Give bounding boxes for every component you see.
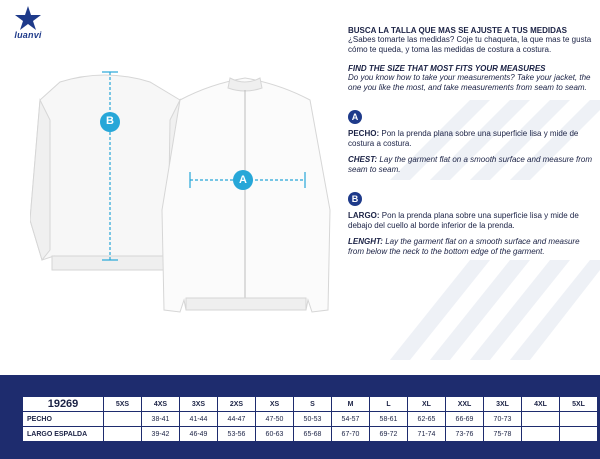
badge-b-icon: B bbox=[348, 192, 362, 206]
chest-label: CHEST: bbox=[348, 155, 378, 164]
jacket-front bbox=[162, 78, 330, 312]
size-col-header: M bbox=[332, 397, 370, 412]
size-col-header: XS bbox=[256, 397, 294, 412]
size-col-header: 3XL bbox=[484, 397, 522, 412]
size-cell: 47-50 bbox=[256, 412, 294, 427]
size-cell: 62-65 bbox=[408, 412, 446, 427]
size-row-pecho bbox=[23, 412, 598, 427]
jacket-illustration bbox=[30, 60, 350, 335]
intro-heading-es: BUSCA LA TALLA QUE MAS SE AJUSTE A TUS MEDIDAS bbox=[348, 26, 567, 35]
size-col-header: S bbox=[294, 397, 332, 412]
row-label: LARGO ESPALDA bbox=[23, 427, 104, 442]
intro-body-en: Do you know how to take your measurements? Take your jacket, the one you like the most, and take measurements from seam to seam. bbox=[348, 73, 591, 92]
size-cell: 70-73 bbox=[484, 412, 522, 427]
size-cell bbox=[104, 412, 142, 427]
chest-text: Lay the garment flat on a smooth surface and measure from seam to seam. bbox=[348, 155, 592, 174]
size-cell: 54-57 bbox=[332, 412, 370, 427]
size-cell bbox=[560, 412, 598, 427]
size-cell: 75-78 bbox=[484, 427, 522, 442]
size-cell: 60-63 bbox=[256, 427, 294, 442]
size-cell: 58-61 bbox=[370, 412, 408, 427]
pecho-text: Pon la prenda plana sobre una superficie lisa y mide de costura a costura. bbox=[348, 129, 579, 148]
size-cell: 39-42 bbox=[142, 427, 180, 442]
size-cell: 50-53 bbox=[294, 412, 332, 427]
size-cell: 73-76 bbox=[446, 427, 484, 442]
size-cell: 44-47 bbox=[218, 412, 256, 427]
size-header-row bbox=[23, 397, 598, 412]
size-col-header: 4XL bbox=[522, 397, 560, 412]
size-cell: 41-44 bbox=[180, 412, 218, 427]
size-col-header: 5XS bbox=[104, 397, 142, 412]
size-col-header: 2XS bbox=[218, 397, 256, 412]
reference-code: 19269 bbox=[23, 397, 104, 412]
size-cell: 53-56 bbox=[218, 427, 256, 442]
size-cell bbox=[522, 412, 560, 427]
size-cell bbox=[522, 427, 560, 442]
size-cell: 69-72 bbox=[370, 427, 408, 442]
size-cell: 46-49 bbox=[180, 427, 218, 442]
largo-label: LARGO: bbox=[348, 211, 380, 220]
largo-text: Pon la prenda plana sobre una superficie lisa y mide de debajo del cuello al borde inferior de la prenda. bbox=[348, 211, 579, 230]
size-cell bbox=[104, 427, 142, 442]
size-cell: 66-69 bbox=[446, 412, 484, 427]
pecho-label: PECHO: bbox=[348, 129, 380, 138]
row-label: PECHO bbox=[23, 412, 104, 427]
marker-b-label: B bbox=[106, 115, 114, 127]
intro-body-es: ¿Sabes tomarte las medidas? Coje tu chaqueta, la que mas te gusta cómo te queda, y toma las medidas de costura a costura. bbox=[348, 35, 592, 54]
marker-a-label: A bbox=[239, 174, 247, 186]
size-cell: 38-41 bbox=[142, 412, 180, 427]
instructions-panel bbox=[348, 26, 593, 266]
size-col-header: 5XL bbox=[560, 397, 598, 412]
size-row-largo-espalda bbox=[23, 427, 598, 442]
length-label: LENGHT: bbox=[348, 237, 383, 246]
length-text: Lay the garment flat on a smooth surface and measure from below the neck to the bottom edge of the garment. bbox=[348, 237, 580, 256]
size-cell bbox=[560, 427, 598, 442]
size-cell: 71-74 bbox=[408, 427, 446, 442]
size-col-header: L bbox=[370, 397, 408, 412]
brand-name: luanvi bbox=[14, 30, 42, 40]
size-col-header: 3XS bbox=[180, 397, 218, 412]
size-col-header: XL bbox=[408, 397, 446, 412]
size-cell: 65-68 bbox=[294, 427, 332, 442]
intro-heading-en: FIND THE SIZE THAT MOST FITS YOUR MEASURES bbox=[348, 64, 546, 73]
badge-a-icon: A bbox=[348, 110, 362, 124]
size-cell: 67-70 bbox=[332, 427, 370, 442]
size-col-header: 4XS bbox=[142, 397, 180, 412]
size-col-header: XXL bbox=[446, 397, 484, 412]
size-table bbox=[22, 396, 598, 442]
